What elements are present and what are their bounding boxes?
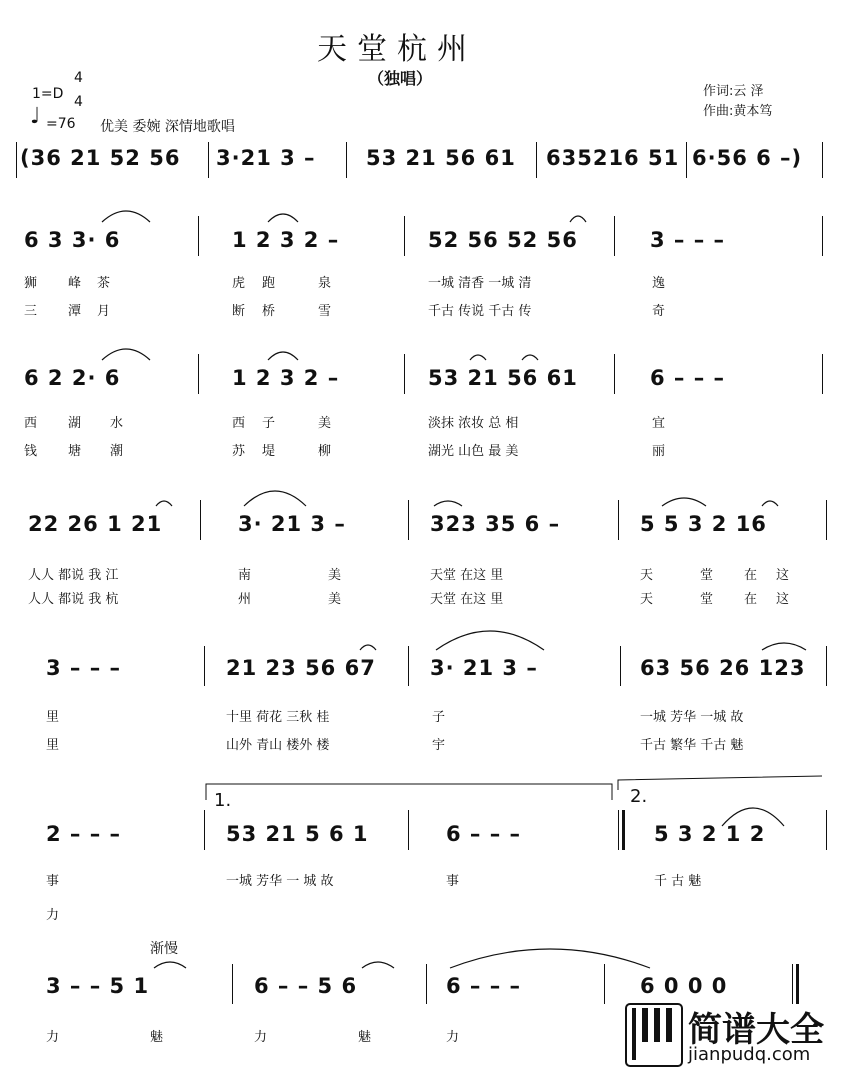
volta-1-label: 1. xyxy=(214,790,232,811)
line3-lyric-v2-4: 天堂 在这 里 xyxy=(430,592,504,607)
line1-lyric-v1-3: 茶 xyxy=(97,276,111,291)
line1-measure-1: 6 3 3· 6 xyxy=(24,228,121,252)
line3-lyric-v2-3: 美 xyxy=(328,592,342,607)
expression-marking: 优美 委婉 深情地歌唱 xyxy=(100,119,235,135)
line2-measure-4: 6 – – – xyxy=(650,366,726,390)
line1-lyric-v2-6: 雪 xyxy=(318,304,332,319)
line3-lyric-v1-6: 堂 xyxy=(700,568,714,583)
line1-lyric-v1-8: 逸 xyxy=(652,276,666,291)
lyricist-credit: 作词:云 泽 xyxy=(703,84,764,99)
ritardando-marking: 渐慢 xyxy=(150,941,178,957)
line2-lyric-v1-8: 宜 xyxy=(652,416,666,431)
line1-lyric-v1-4: 虎 xyxy=(232,276,246,291)
line5-lyric-v1-1: 事 xyxy=(46,874,60,889)
intro-measure-1: (36 21 52 56 xyxy=(20,146,181,170)
line1-lyric-v2-4: 断 xyxy=(232,304,246,319)
line2-lyric-v1-7: 淡抹 浓妆 总 相 xyxy=(428,416,519,431)
intro-measure-2: 3·21 3 – xyxy=(216,146,316,170)
line4-lyric-v1-4: 一城 芳华 一城 故 xyxy=(640,710,744,725)
line3-measure-2: 3· 21 3 – xyxy=(238,512,346,536)
line4-measure-4: 63 56 26 123 xyxy=(640,656,806,680)
line2-lyric-v1-5: 子 xyxy=(262,416,276,431)
line2-measure-2: 1 2 3 2 – xyxy=(232,366,340,390)
tempo-marking: =76 xyxy=(46,116,76,132)
line1-lyric-v2-2: 潭 xyxy=(68,304,82,319)
line3-lyric-v2-1: 人人 都说 我 杭 xyxy=(28,592,119,607)
line3-lyric-v2-2: 州 xyxy=(238,592,252,607)
line1-measure-3: 52 56 52 56 xyxy=(428,228,578,252)
quarter-note-icon: ♩ xyxy=(30,104,41,129)
time-signature-bottom: 4 xyxy=(74,94,83,110)
line2-lyric-v1-3: 水 xyxy=(110,416,124,431)
line6-measure-2: 6 – – 5 6 xyxy=(254,974,358,998)
line2-measure-1: 6 2 2· 6 xyxy=(24,366,121,390)
line6-measure-1: 3 – – 5 1 xyxy=(46,974,150,998)
line1-lyric-v2-3: 月 xyxy=(97,304,111,319)
line4-lyric-v1-1: 里 xyxy=(46,710,60,725)
line6-lyric-1: 力 xyxy=(46,1030,60,1045)
line4-lyric-v1-2: 十里 荷花 三秋 桂 xyxy=(226,710,330,725)
line2-lyric-v1-2: 湖 xyxy=(68,416,82,431)
line3-lyric-v1-2: 南 xyxy=(238,568,252,583)
line3-lyric-v1-8: 这 xyxy=(776,568,790,583)
line5-lyric-v1-3: 事 xyxy=(446,874,460,889)
line5-lyric-v1-2: 一城 芳华 一 城 故 xyxy=(226,874,334,889)
line3-measure-1: 22 26 1 21 xyxy=(28,512,163,536)
volta-2-label: 2. xyxy=(630,786,648,807)
intro-measure-3: 53 21 56 61 xyxy=(366,146,516,170)
watermark-logo-text: 简谱大全 xyxy=(688,1010,824,1050)
line2-lyric-v1-1: 西 xyxy=(24,416,38,431)
time-signature-top: 4 xyxy=(74,70,83,86)
line1-lyric-v1-7: 一城 清香 一城 清 xyxy=(428,276,532,291)
line1-lyric-v2-8: 奇 xyxy=(652,304,666,319)
song-subtitle: （独唱） xyxy=(368,69,433,88)
line1-lyric-v1-6: 泉 xyxy=(318,276,332,291)
line4-lyric-v2-3: 宇 xyxy=(432,738,446,753)
line4-measure-3: 3· 21 3 – xyxy=(430,656,538,680)
song-title: 天堂杭州 xyxy=(317,32,477,67)
line2-lyric-v1-4: 西 xyxy=(232,416,246,431)
line5-measure-1: 2 – – – xyxy=(46,822,122,846)
line4-lyric-v2-1: 里 xyxy=(46,738,60,753)
line2-lyric-v2-2: 塘 xyxy=(68,444,82,459)
intro-measure-4: 635216 51 xyxy=(546,146,680,170)
line2-lyric-v2-4: 苏 xyxy=(232,444,246,459)
line3-lyric-v2-5: 天 xyxy=(640,592,654,607)
line6-measure-3: 6 – – – xyxy=(446,974,522,998)
line3-lyric-v1-5: 天 xyxy=(640,568,654,583)
line3-lyric-v1-4: 天堂 在这 里 xyxy=(430,568,504,583)
line2-lyric-v2-8: 丽 xyxy=(652,444,666,459)
line3-measure-3: 323 35 6 – xyxy=(430,512,561,536)
line5-lyric-v2-1: 力 xyxy=(46,908,60,923)
line2-lyric-v2-1: 钱 xyxy=(24,444,38,459)
line3-lyric-v2-6: 堂 xyxy=(700,592,714,607)
line1-lyric-v1-2: 峰 xyxy=(68,276,82,291)
line6-lyric-3: 力 xyxy=(254,1030,268,1045)
line3-lyric-v1-7: 在 xyxy=(744,568,758,583)
line5-measure-4: 5 3 2 1 2 xyxy=(654,822,766,846)
line4-lyric-v1-3: 子 xyxy=(432,710,446,725)
line4-lyric-v2-4: 千古 繁华 千古 魅 xyxy=(640,738,744,753)
line2-lyric-v1-6: 美 xyxy=(318,416,332,431)
line1-measure-2: 1 2 3 2 – xyxy=(232,228,340,252)
line2-measure-3: 53 21 56 61 xyxy=(428,366,578,390)
line4-measure-2: 21 23 56 67 xyxy=(226,656,376,680)
line2-lyric-v2-3: 潮 xyxy=(110,444,124,459)
key-signature: 1=D xyxy=(32,86,64,102)
line5-lyric-v1-4: 千 古 魅 xyxy=(654,874,702,889)
line4-lyric-v2-2: 山外 青山 楼外 楼 xyxy=(226,738,330,753)
line3-lyric-v1-3: 美 xyxy=(328,568,342,583)
line1-lyric-v2-1: 三 xyxy=(24,304,38,319)
line2-lyric-v2-6: 柳 xyxy=(318,444,332,459)
line1-measure-4: 3 – – – xyxy=(650,228,726,252)
line3-lyric-v2-8: 这 xyxy=(776,592,790,607)
line3-lyric-v1-1: 人人 都说 我 江 xyxy=(28,568,119,583)
line1-lyric-v2-5: 桥 xyxy=(262,304,276,319)
line6-measure-4: 6 0 0 0 xyxy=(640,974,728,998)
watermark-url: jianpudq.com xyxy=(688,1044,811,1065)
line6-lyric-2: 魅 xyxy=(150,1030,164,1045)
line1-lyric-v1-1: 狮 xyxy=(24,276,38,291)
line1-lyric-v1-5: 跑 xyxy=(262,276,276,291)
composer-credit: 作曲:黄本笃 xyxy=(703,104,773,119)
line5-measure-3: 6 – – – xyxy=(446,822,522,846)
line3-measure-4: 5 5 3 2 16 xyxy=(640,512,767,536)
line6-lyric-5: 力 xyxy=(446,1030,460,1045)
line6-lyric-4: 魅 xyxy=(358,1030,372,1045)
intro-measure-5: 6·56 6 –) xyxy=(692,146,803,170)
line2-lyric-v2-7: 湖光 山色 最 美 xyxy=(428,444,519,459)
line2-lyric-v2-5: 堤 xyxy=(262,444,276,459)
line5-measure-2: 53 21 5 6 1 xyxy=(226,822,369,846)
line4-measure-1: 3 – – – xyxy=(46,656,122,680)
line1-lyric-v2-7: 千古 传说 千古 传 xyxy=(428,304,532,319)
line3-lyric-v2-7: 在 xyxy=(744,592,758,607)
